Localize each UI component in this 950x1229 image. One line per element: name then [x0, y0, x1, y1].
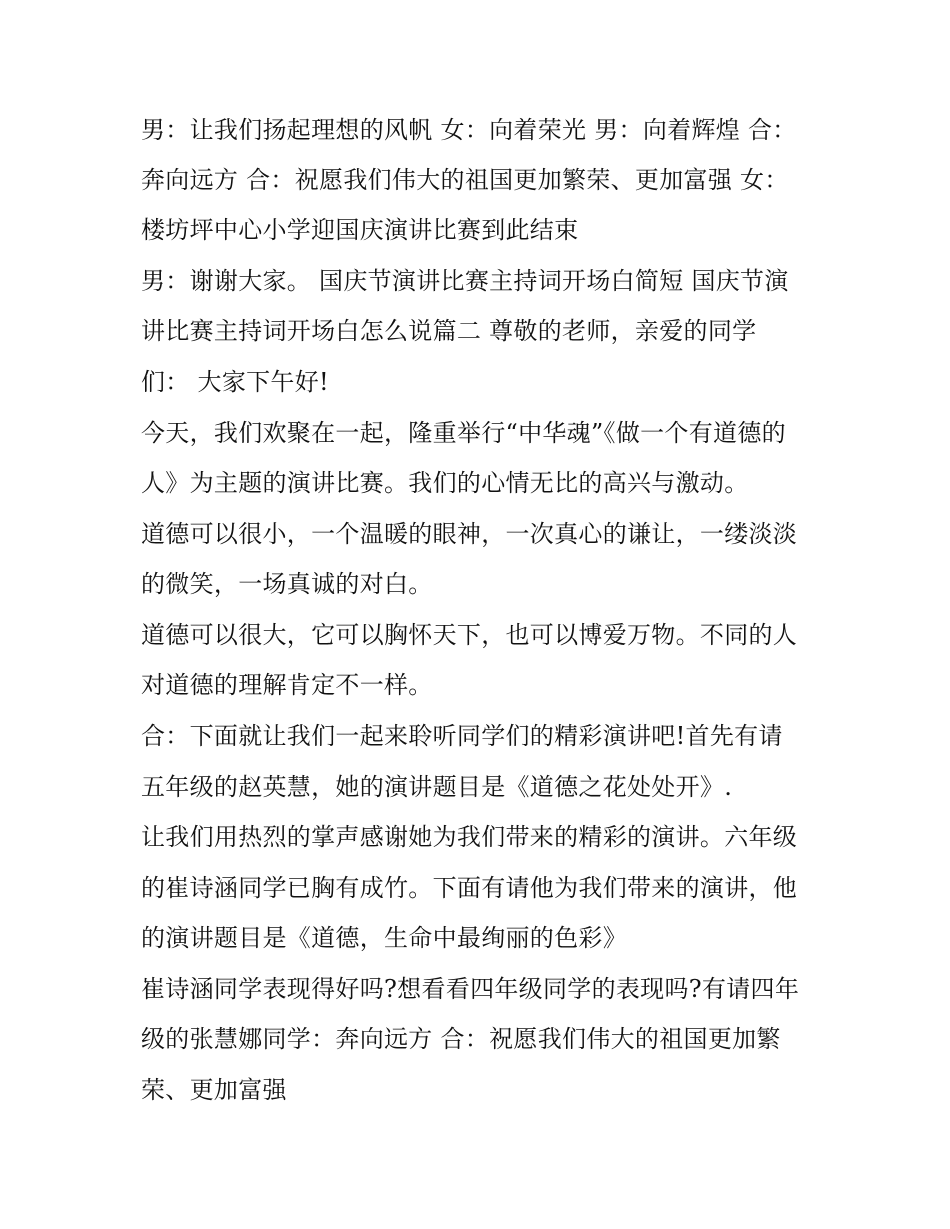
text-line: 五年级的赵英慧，她的演讲题目是《道德之花处处开》. — [141, 773, 733, 801]
text-line: 的微笑，一场真诚的对白。 — [141, 570, 433, 598]
text-line: 道德可以很大，它可以胸怀天下，也可以博爱万物。不同的人 — [141, 621, 798, 649]
text-line: 的崔诗涵同学已胸有成竹。下面有请他为我们带来的演讲，他 — [141, 874, 798, 902]
text-line: 奔向远方 合：祝愿我们伟大的祖国更加繁荣、更加富强 女： — [141, 166, 789, 194]
text-line: 让我们用热烈的掌声感谢她为我们带来的精彩的演讲。六年级 — [141, 823, 798, 851]
text-line: 楼坊坪中心小学迎国庆演讲比赛到此结束 — [141, 216, 579, 244]
text-line: 合：下面就让我们一起来聆听同学们的精彩演讲吧!首先有请 — [141, 722, 783, 750]
text-line: 男：谢谢大家。 国庆节演讲比赛主持词开场白简短 国庆节演 — [141, 267, 789, 295]
text-line: 级的张慧娜同学：奔向远方 合：祝愿我们伟大的祖国更加繁 — [141, 1025, 781, 1053]
text-line: 荣、更加富强 — [141, 1076, 287, 1104]
text-line: 男：让我们扬起理想的风帆 女：向着荣光 男：向着辉煌 合： — [141, 116, 797, 144]
text-line: 道德可以很小，一个温暖的眼神，一次真心的谦让，一缕淡淡 — [141, 520, 798, 548]
text-line: 的演讲题目是《道德，生命中最绚丽的色彩》 — [141, 924, 627, 952]
text-line: 讲比赛主持词开场白怎么说篇二 尊敬的老师，亲爱的同学 — [141, 317, 757, 345]
text-line: 人》为主题的演讲比赛。我们的心情无比的高兴与激动。 — [141, 469, 749, 497]
text-line: 们： 大家下午好! — [141, 368, 329, 396]
text-line: 崔诗涵同学表现得好吗?想看看四年级同学的表现吗?有请四年 — [141, 975, 800, 1003]
text-line: 对道德的理解肯定不一样。 — [141, 671, 433, 699]
text-line: 今天，我们欢聚在一起，隆重举行“中华魂”《做一个有道德的 — [141, 419, 786, 447]
